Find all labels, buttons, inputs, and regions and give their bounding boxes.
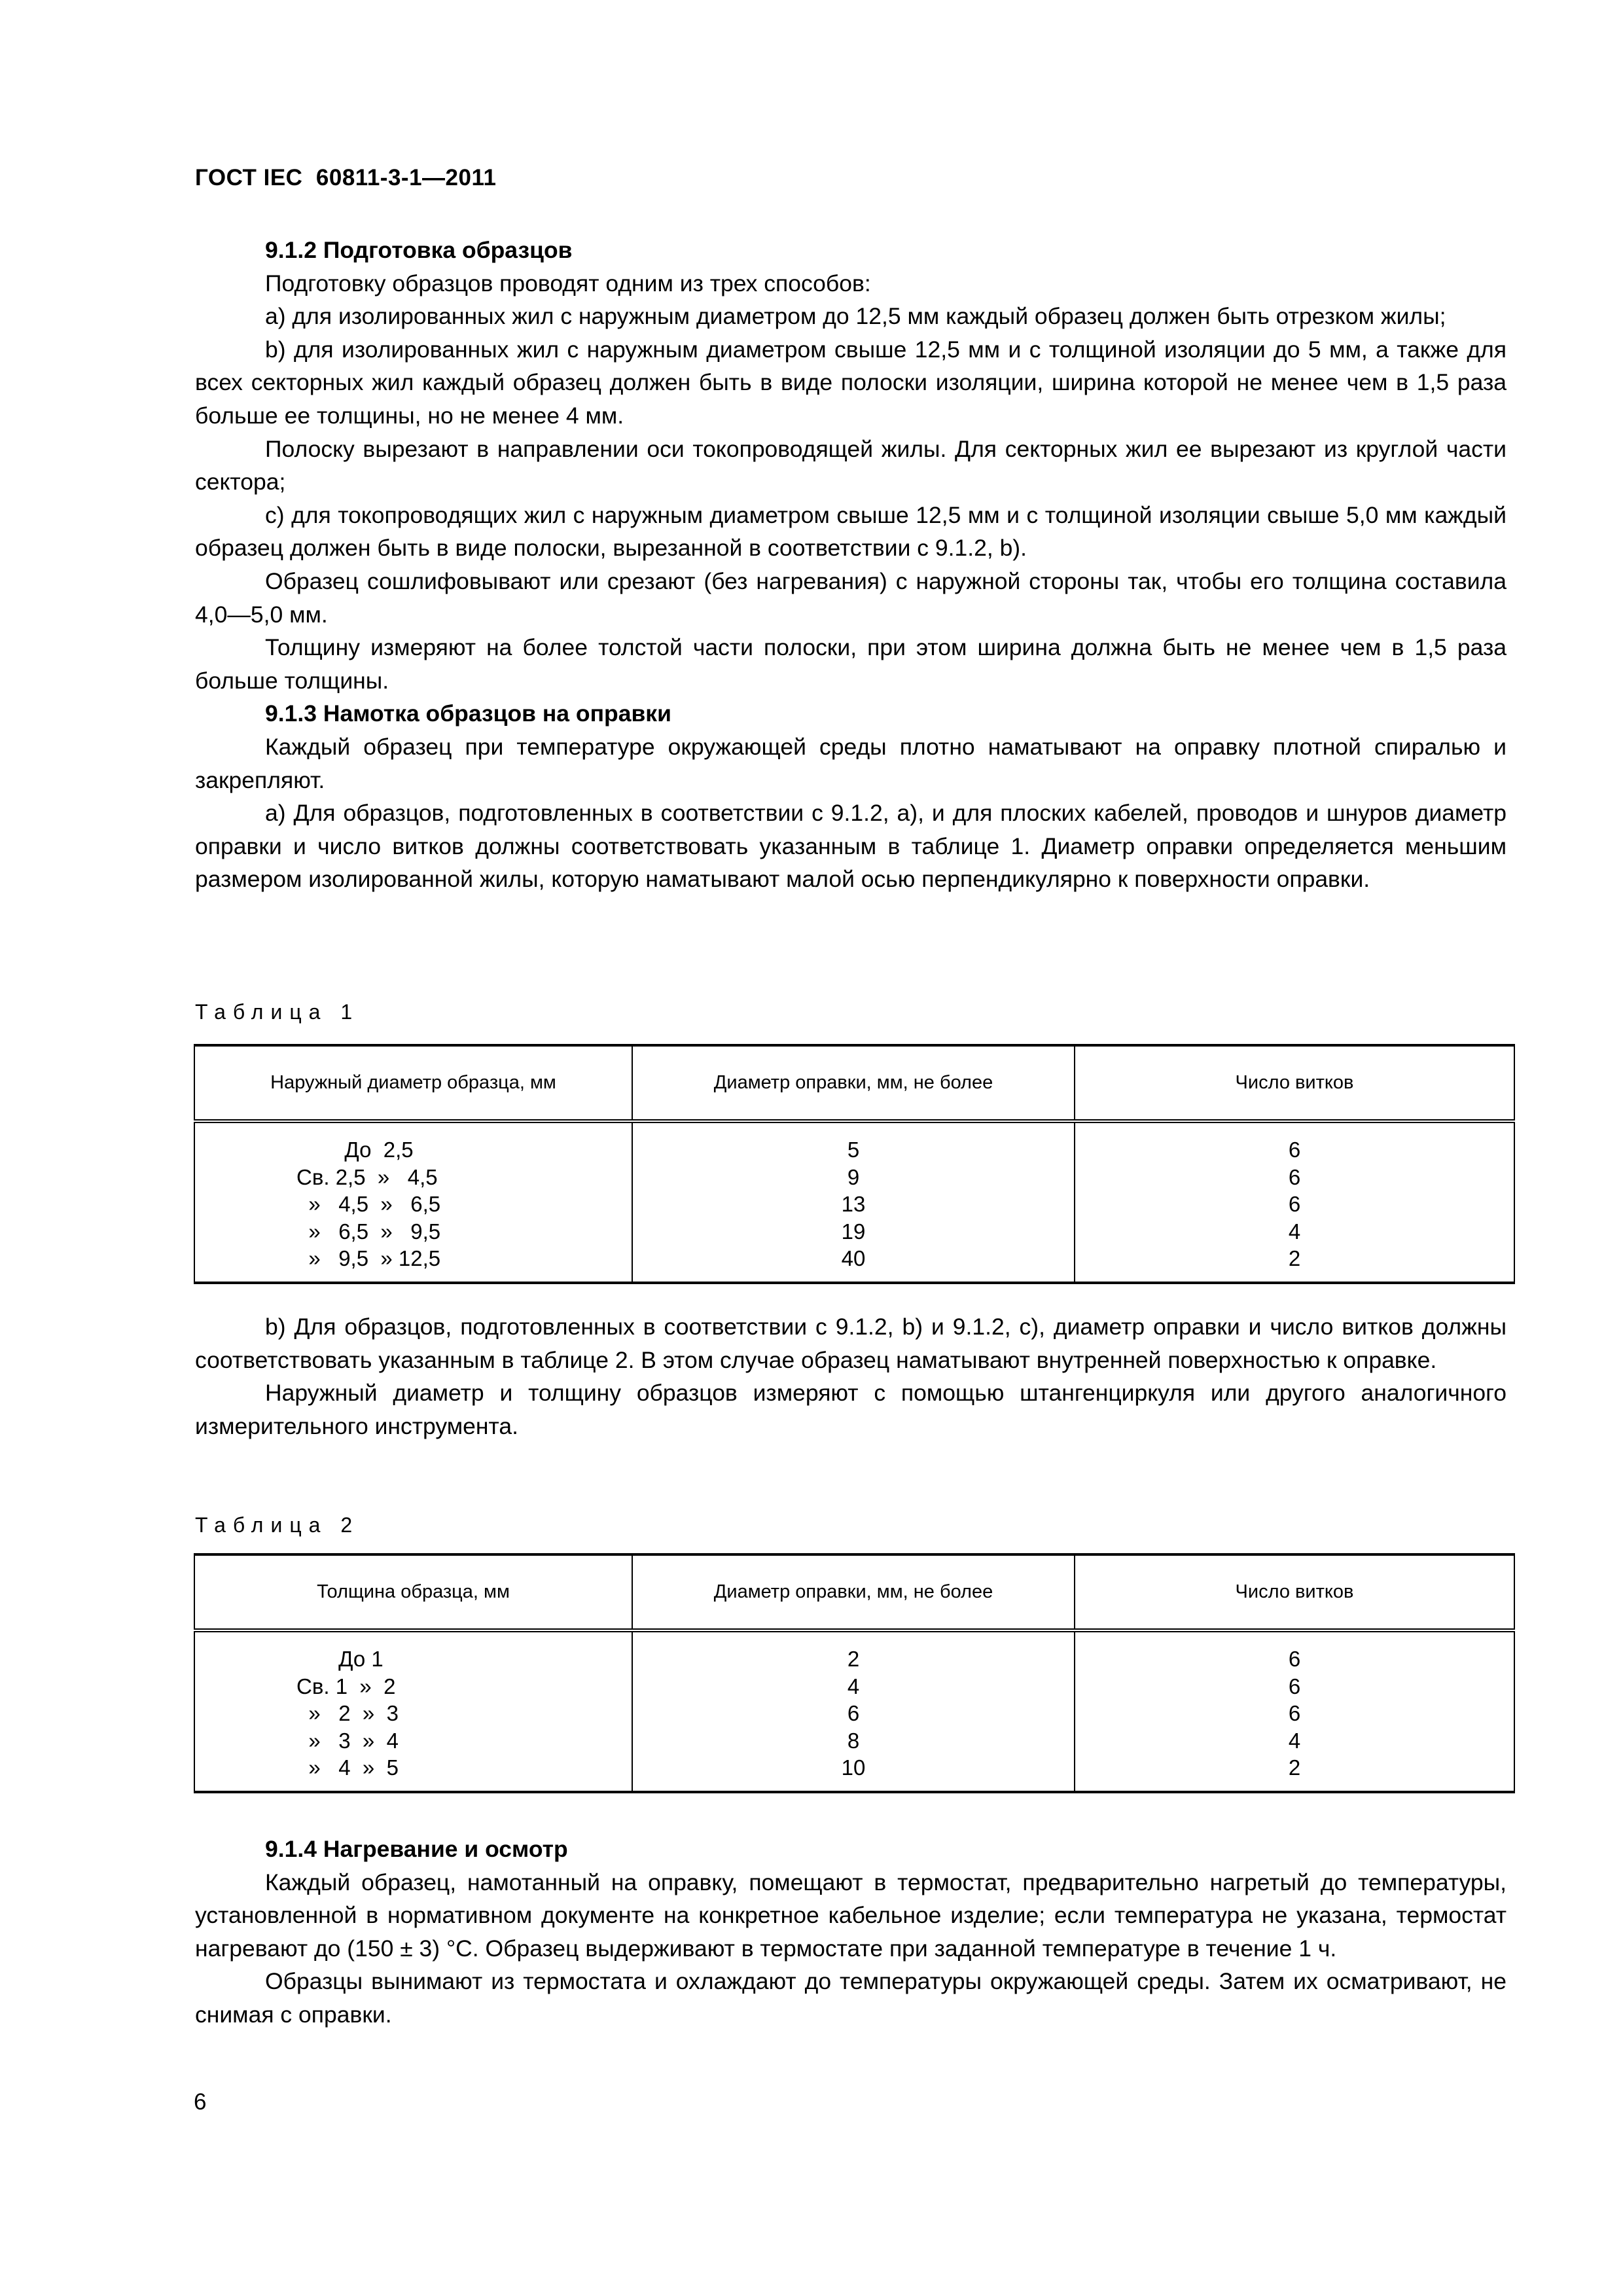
table-cell: 40 <box>841 1246 866 1270</box>
table-cell: 6 <box>1288 1674 1301 1698</box>
table-cell: 6 <box>1288 1138 1301 1162</box>
section-title-9-1-3: 9.1.3 Намотка образцов на оправки <box>265 700 671 727</box>
paragraph-item-c: c) для токопроводящих жил с наружным диаметром свыше 12,5 мм и с толщиной изоляции свыше 5,0 мм каждый образец должен быть в виде полоски, вырезанной в соответствии с 9.1.2, b). <box>195 501 1507 562</box>
paragraph: Каждый образец при температуре окружающей среды плотно наматывают на оправку плотной спиралью и закрепляют. <box>195 733 1507 793</box>
document-code-header: ГОСТ IEC 60811-3-1—2011 <box>195 165 497 190</box>
paragraph: Образец сошлифовывают или срезают (без нагревания) с наружной стороны так, чтобы его толщина составила 4,0—5,0 мм. <box>195 567 1507 628</box>
table-cell: 19 <box>841 1219 866 1244</box>
table-cell: 6 <box>1288 1647 1301 1671</box>
table-cell: 4 <box>1288 1728 1301 1753</box>
section-title-9-1-2: 9.1.2 Подготовка образцов <box>265 237 573 263</box>
table-cell: 10 <box>841 1755 866 1780</box>
table-cell: » 4 » 5 <box>296 1755 399 1780</box>
mandrel-diameter-column <box>632 1630 1075 1792</box>
table-cell: 6 <box>1288 1701 1301 1725</box>
section-title-9-1-4: 9.1.4 Нагревание и осмотр <box>265 1836 568 1862</box>
table-cell: 6 <box>1288 1164 1301 1189</box>
table-header-row <box>194 1045 1514 1121</box>
column-header-turns: Число витков <box>1075 1554 1514 1630</box>
paragraph-item-b: b) для изолированных жил с наружным диаметром свыше 12,5 мм и с толщиной изоляции до 5 мм, а также для всех секторных жил каждый образец должен быть в виде полоски изоляции, ширина которой не менее чем в 1,5 раза больше ее толщины, но не менее 4 мм. <box>195 336 1507 429</box>
paragraph: Образцы вынимают из термостата и охлаждают до температуры окружающей среды. Затем их осматривают, не снимая с оправки. <box>195 1968 1507 2028</box>
turns-column <box>1075 1630 1514 1792</box>
table-cell: » 4,5 » 6,5 <box>296 1192 441 1216</box>
column-header-mandrel-diameter: Диаметр оправки, мм, не более <box>632 1554 1075 1630</box>
turns-column <box>1075 1121 1514 1283</box>
column-header-mandrel-diameter: Диаметр оправки, мм, не более <box>632 1045 1075 1121</box>
paragraph-item-a: a) для изолированных жил с наружным диаметром до 12,5 мм каждый образец должен быть отрезком жилы; <box>265 303 1446 330</box>
column-header-turns: Число витков <box>1075 1045 1514 1121</box>
outer-diameter-column <box>194 1121 632 1283</box>
paragraph: Полоску вырезают в направлении оси токопроводящей жилы. Для секторных жил ее вырезают из круглой части сектора; <box>195 435 1507 495</box>
table-cell: 6 <box>1288 1192 1301 1216</box>
table-cell: 13 <box>841 1192 866 1216</box>
table-header-row <box>194 1554 1514 1630</box>
table-cell: 4 <box>1288 1219 1301 1244</box>
table-body-row <box>194 1630 1514 1792</box>
mandrel-diameter-column <box>632 1121 1075 1283</box>
table-cell: 8 <box>847 1728 860 1753</box>
table-cell: 2 <box>1288 1246 1301 1270</box>
section-9-1-4 <box>195 1833 1507 2032</box>
section-9-1-3-continued <box>195 1310 1507 1443</box>
paragraph: Подготовку образцов проводят одним из трех способов: <box>265 270 871 296</box>
paragraph: Каждый образец, намотанный на оправку, помещают в термостат, предварительно нагретый до температуры, установленной в нормативном документе на конкретное кабельное изделие; если температура не указана, термостат нагревают до (150 ± 3) °С. Образец выдерживают в термостате при заданной температуре в течение 1 ч. <box>195 1869 1507 1962</box>
column-header-outer-diameter: Наружный диаметр образца, мм <box>194 1045 632 1121</box>
table-cell: 9 <box>847 1164 860 1189</box>
table-cell: » 6,5 » 9,5 <box>296 1219 441 1244</box>
table-cell: До 2,5 <box>296 1138 414 1162</box>
table-2 <box>194 1553 1515 1793</box>
table-1 <box>194 1044 1515 1284</box>
table-cell: До 1 <box>296 1647 383 1671</box>
thickness-column <box>194 1630 632 1792</box>
table-cell: 2 <box>847 1647 860 1671</box>
table-1-label: Таблица 1 <box>195 1000 360 1024</box>
table-cell: Св. 2,5 » 4,5 <box>296 1164 438 1189</box>
table-cell: 2 <box>1288 1755 1301 1780</box>
table-cell: » 2 » 3 <box>296 1701 399 1725</box>
paragraph-item-b: b) Для образцов, подготовленных в соответствии с 9.1.2, b) и 9.1.2, c), диаметр оправки и число витков должны соответствовать указанным в таблице 2. В этом случае образец наматывают внутренней поверхностью к оправке. <box>195 1314 1507 1373</box>
table-2-label: Таблица 2 <box>195 1513 360 1537</box>
paragraph: Толщину измеряют на более толстой части полоски, при этом ширина должна быть не менее чем в 1,5 раза больше толщины. <box>195 634 1507 694</box>
table-cell: 6 <box>847 1701 860 1725</box>
table-cell: » 9,5 » 12,5 <box>296 1246 441 1270</box>
table-body-row <box>194 1121 1514 1283</box>
table-cell: Св. 1 » 2 <box>296 1674 396 1698</box>
table-cell: 4 <box>847 1674 860 1698</box>
column-header-thickness: Толщина образца, мм <box>194 1554 632 1630</box>
paragraph: Наружный диаметр и толщину образцов измеряют с помощью штангенциркуля или другого аналогичного измерительного инструмента. <box>195 1380 1507 1439</box>
section-9-1-2 <box>195 234 1507 896</box>
page-number: 6 <box>194 2089 207 2115</box>
table-cell: » 3 » 4 <box>296 1728 399 1753</box>
paragraph-item-a: a) Для образцов, подготовленных в соответствии с 9.1.2, a), и для плоских кабелей, проводов и шнуров диаметр оправки и число витков должны соответствовать указанным в таблице 1. Диаметр оправки определяется меньшим размером изолированной жилы, которую наматывают малой осью перпендикулярно к поверхности оправки. <box>195 800 1507 893</box>
table-cell: 5 <box>847 1138 860 1162</box>
